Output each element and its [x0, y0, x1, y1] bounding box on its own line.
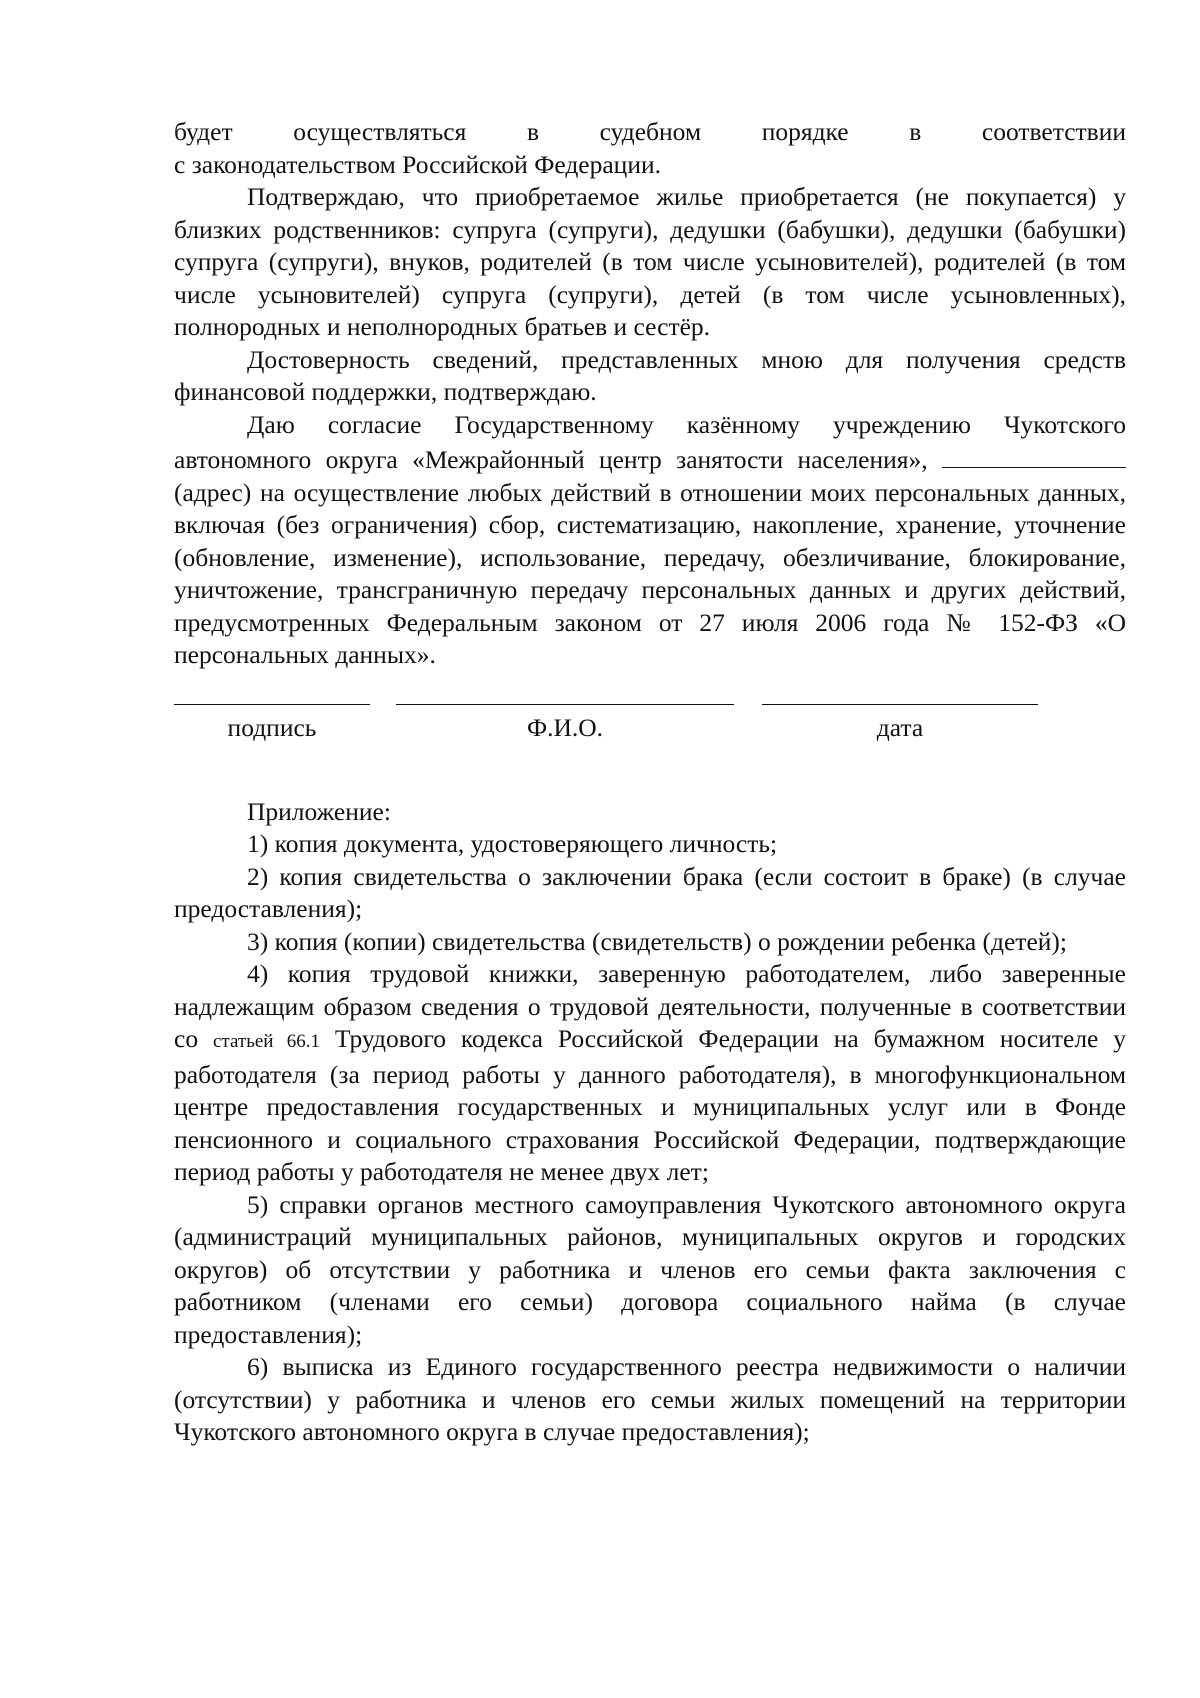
confirm-paragraph: Подтверждаю, что приобретаемое жилье приобретается (не покупается) у близких родственников: супруга (супруги), дедушки (бабушки), дедушки (бабушки) супруга (супруги), внуков, родителей (в том числе усыновителей), родителей (в том числе усыновителей) супруга (супруги), детей (в том числе усыновленных), полнородных и неполнородных братьев и сестёр. — [174, 182, 1126, 341]
name-label: Ф.И.О. — [526, 712, 604, 742]
consent-text-part1: Даю согласие Государственному казённому учреждению Чукотского автономного округа «Межрайонный центр занятости населения», — [174, 409, 1126, 474]
signature-label: подпись — [227, 712, 317, 742]
annex-item-4-part1: 4) копия трудовой книжки, заверенную работодателем, либо заверенные надлежащим образом сведения о трудовой деятельности, полученные в соответствии со — [174, 959, 1126, 1053]
date-label: дата — [876, 712, 924, 742]
date-line — [762, 692, 1038, 705]
accuracy-paragraph: Достоверность сведений, представленных мною для получения средств финансовой поддержки, подтверждаю. — [174, 344, 1126, 406]
signature-line — [174, 692, 370, 705]
annex-item-1: 1) копия документа, удостоверяющего личность; — [247, 829, 778, 858]
intro-line-2: с законодательством Российской Федерации. — [174, 149, 661, 179]
annex-item-2: 2) копия свидетельства о заключении брака (если состоит в браке) (в случае предоставления); — [174, 861, 1126, 923]
name-line — [396, 692, 734, 705]
document-page — [174, 116, 1126, 1449]
annex-title: Приложение: — [247, 796, 391, 826]
annex-item-5: 5) справки органов местного самоуправления Чукотского автономного округа (администраций муниципальных районов, муниципальных округов и городских округов) об отсутствии у работника и членов его семьи факта заключения с работником (членами его семьи) договора социального найма (в случае предоставления); — [174, 1189, 1126, 1349]
intro-line-1: будет осуществляться в судебном порядке в соответствии — [174, 117, 1126, 146]
annex-item-6: 6) выписка из Единого государственного реестра недвижимости о наличии (отсутствии) у работника и членов его семьи жилых помещений на территории Чукотского автономного округа в случае предоставления); — [174, 1352, 1126, 1446]
labor-code-article-link[interactable]: статьей 66.1 — [212, 1031, 320, 1052]
consent-text-part2: (адрес) на осуществление любых действий в отношении моих персональных данных, включая (без ограничения) сбор, систематизацию, накопление, хранение, уточнение (обновление, изменение), использование, передачу, обезличивание, блокирование, уничтожение, трансграничную передачу персональных данных и других действий, предусмотренных Федеральным законом от 27 июля 2006 года № 152-ФЗ «О персональных данных». — [174, 477, 1126, 669]
signature-row — [174, 692, 1126, 762]
consent-paragraph — [174, 409, 1126, 672]
address-blank — [942, 441, 1126, 468]
annex-item-4-part2: Трудового кодекса Российской Федерации на бумажном носителе у работодателя (за период работы у данного работодателя), в многофункциональном центре предоставления государственных и муниципальных услуг или в Фонде пенсионного и социального страхования Российской Федерации, подтверждающие период работы у работодателя не менее двух лет; — [174, 1024, 1127, 1186]
annex-section — [174, 796, 1126, 1449]
annex-item-4 — [174, 958, 1126, 1189]
annex-item-3: 3) копия (копии) свидетельства (свидетельств) о рождении ребенка (детей); — [247, 926, 1067, 956]
